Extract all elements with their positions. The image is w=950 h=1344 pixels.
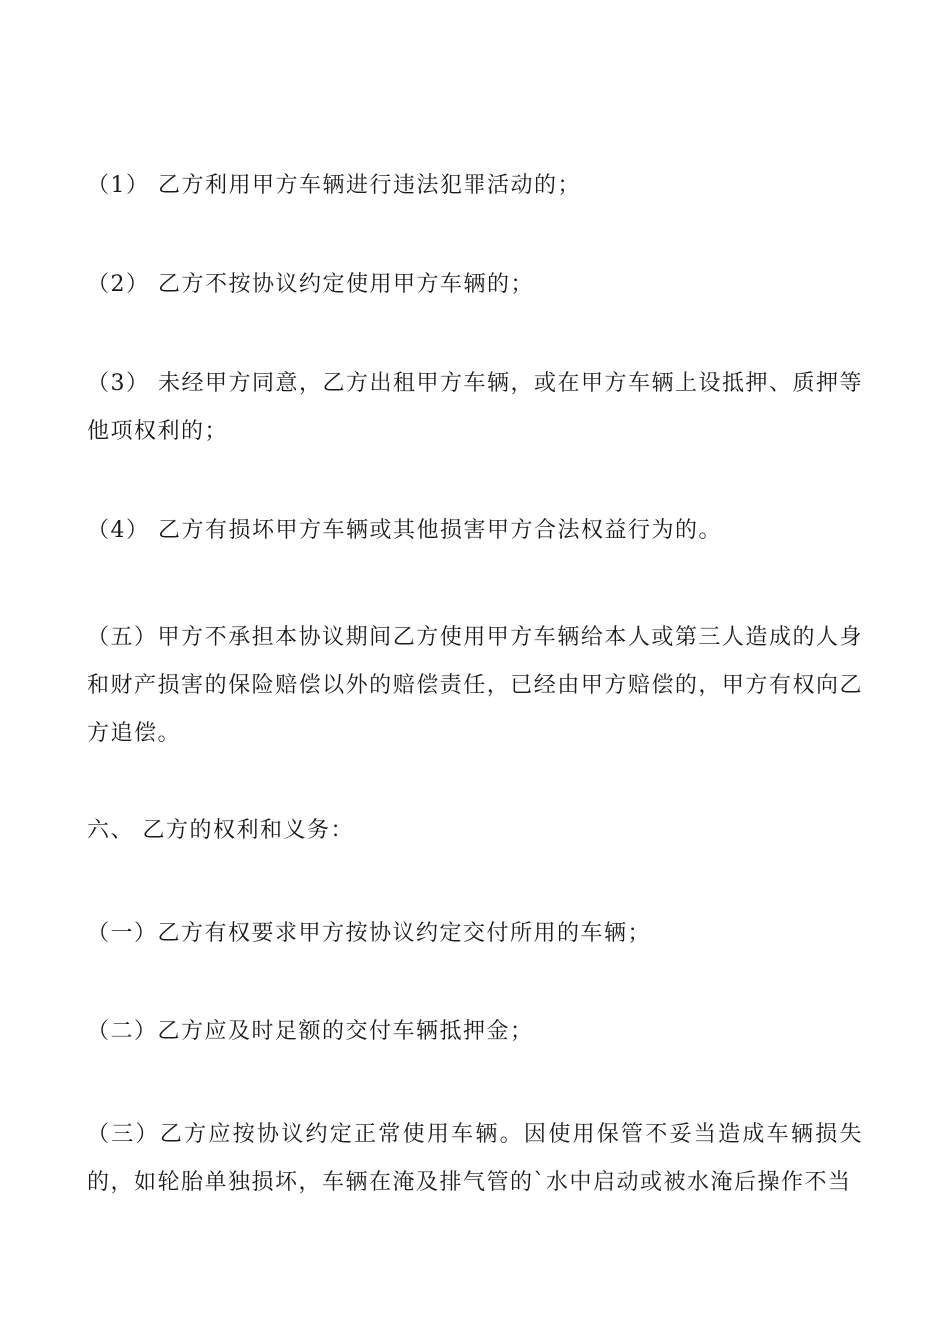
clause-one: （一）乙方有权要求甲方按协议约定交付所用的车辆； <box>87 921 652 946</box>
clause-five: （五）甲方不承担本协议期间乙方使用甲方车辆给本人或第三人造成的人身和财产损害的保险赔偿以外的赔偿责任，已经由甲方赔偿的，甲方有权向乙方追偿。 <box>87 625 863 746</box>
clause-three: （三）乙方应按协议约定正常使用车辆。因使用保管不妥当造成车辆损失的，如轮胎单独损坏，车辆在淹及排气管的`水中启动或被水淹后操作不当 <box>87 1122 863 1195</box>
clause-2: （2） 乙方不按协议约定使用甲方车辆的； <box>87 272 534 297</box>
clause-4: （4） 乙方有损坏甲方车辆或其他损害甲方合法权益行为的。 <box>87 518 722 543</box>
section-six-heading: 六、 乙方的权利和义务： <box>87 818 354 843</box>
clause-two: （二）乙方应及时足额的交付车辆抵押金； <box>87 1019 534 1044</box>
clause-1: （1） 乙方利用甲方车辆进行违法犯罪活动的； <box>87 173 581 198</box>
clause-3: （3） 未经甲方同意，乙方出租甲方车辆，或在甲方车辆上设抵押、质押等他项权利的； <box>87 371 863 444</box>
